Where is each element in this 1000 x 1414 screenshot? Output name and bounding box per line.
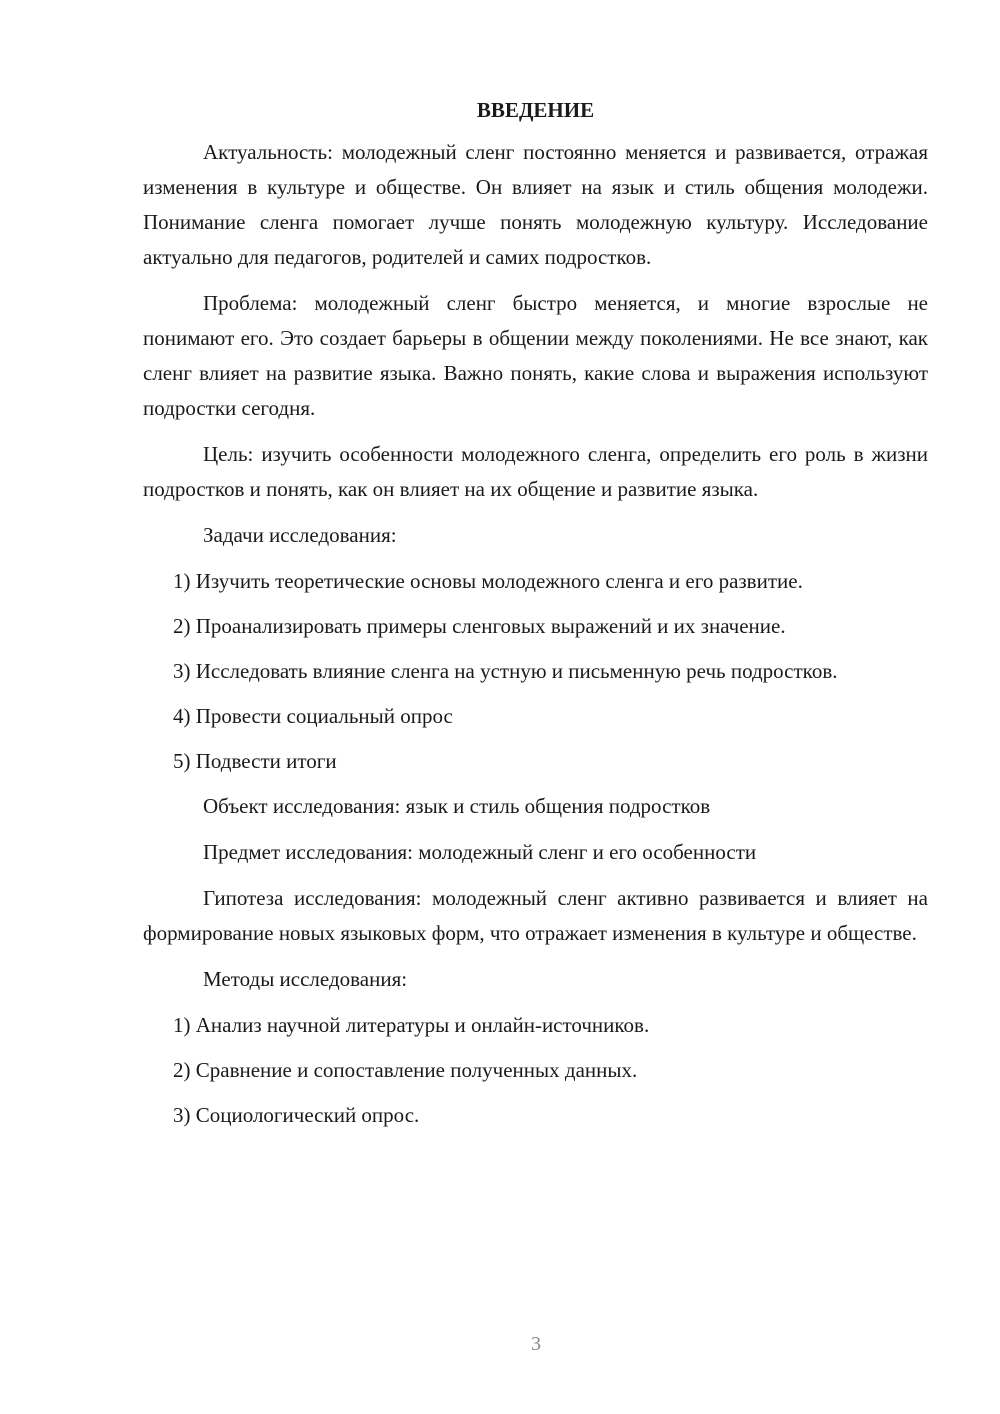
- method-item: 3) Социологический опрос.: [173, 1103, 420, 1127]
- method-item: 2) Сравнение и сопоставление полученных данных.: [173, 1058, 638, 1082]
- document-page: [143, 95, 928, 1143]
- method-item: 1) Анализ научной литературы и онлайн-источников.: [173, 1013, 650, 1037]
- task-item: 3) Исследовать влияние сленга на устную и письменную речь подростков.: [173, 659, 838, 683]
- section-title: ВВЕДЕНИЕ: [476, 98, 595, 122]
- object-paragraph: Объект исследования: язык и стиль общения подростков: [203, 794, 711, 818]
- task-item: 5) Подвести итоги: [173, 749, 337, 773]
- actuality-paragraph: Актуальность: молодежный сленг постоянно меняется и развивается, отражая изменения в культуре и обществе. Он влияет на язык и стиль общения молодежи. Понимание сленга помогает лучше понять молодежную культуру. Исследование актуально для педагогов, родителей и самих подростков.: [143, 140, 928, 269]
- page-number: 3: [531, 1333, 541, 1355]
- goal-paragraph: Цель: изучить особенности молодежного сленга, определить его роль в жизни подростков и понять, как он влияет на их общение и развитие языка.: [143, 442, 928, 501]
- task-item: 2) Проанализировать примеры сленговых выражений и их значение.: [173, 614, 786, 638]
- subject-paragraph: Предмет исследования: молодежный сленг и его особенности: [203, 840, 757, 864]
- task-item: 1) Изучить теоретические основы молодежного сленга и его развитие.: [173, 569, 803, 593]
- task-item: 4) Провести социальный опрос: [173, 704, 453, 728]
- tasks-heading: Задачи исследования:: [203, 523, 397, 547]
- problem-paragraph: Проблема: молодежный сленг быстро меняется, и многие взрослые не понимают его. Это создает барьеры в общении между поколениями. Не все знают, как сленг влияет на развитие языка. Важно понять, какие слова и выражения используют подростки сегодня.: [143, 291, 928, 420]
- methods-heading: Методы исследования:: [203, 967, 408, 991]
- hypothesis-paragraph: Гипотеза исследования: молодежный сленг активно развивается и влияет на формирование новых языковых форм, что отражает изменения в культуре и обществе.: [143, 886, 928, 945]
